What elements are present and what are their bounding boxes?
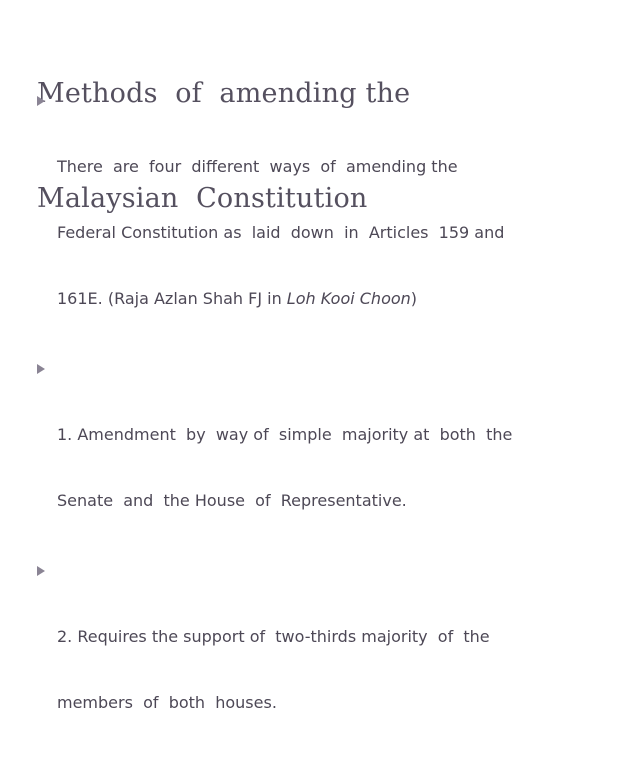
bullet-list [37,90,617,762]
bullet-item-ways-of-amending [37,90,617,354]
triangle-bullet-icon [37,96,45,106]
bullet-1-line-1: There are four different ways of amending the [57,157,458,176]
bullet-3-line-1: 2. Requires the support of two-thirds majority of the [57,627,490,646]
title-line-2: Malaysian Constitution [37,183,368,214]
title-line-1: Methods of amending the [37,78,411,109]
bullet-1-line-2: Federal Constitution as laid down in Articles 159 and [57,223,505,242]
bullet-3-line-2: members of both houses. [57,693,277,712]
bullet-item-simple-majority [37,358,617,556]
bullet-2-line-1: 1. Amendment by way of simple majority at both the [57,425,513,444]
bullet-2-line-2: Senate and the House of Representative. [57,491,407,510]
triangle-bullet-icon [37,364,45,374]
bullet-1-line-3-prefix: 161E. (Raja Azlan Shah FJ in [57,289,287,308]
bullet-1-line-3 [57,288,617,310]
triangle-bullet-icon [37,566,45,576]
bullet-1-line-3-suffix: ) [410,289,418,308]
bullet-item-two-thirds-majority [37,560,617,758]
case-name: Loh Kooi Choon [286,289,411,308]
